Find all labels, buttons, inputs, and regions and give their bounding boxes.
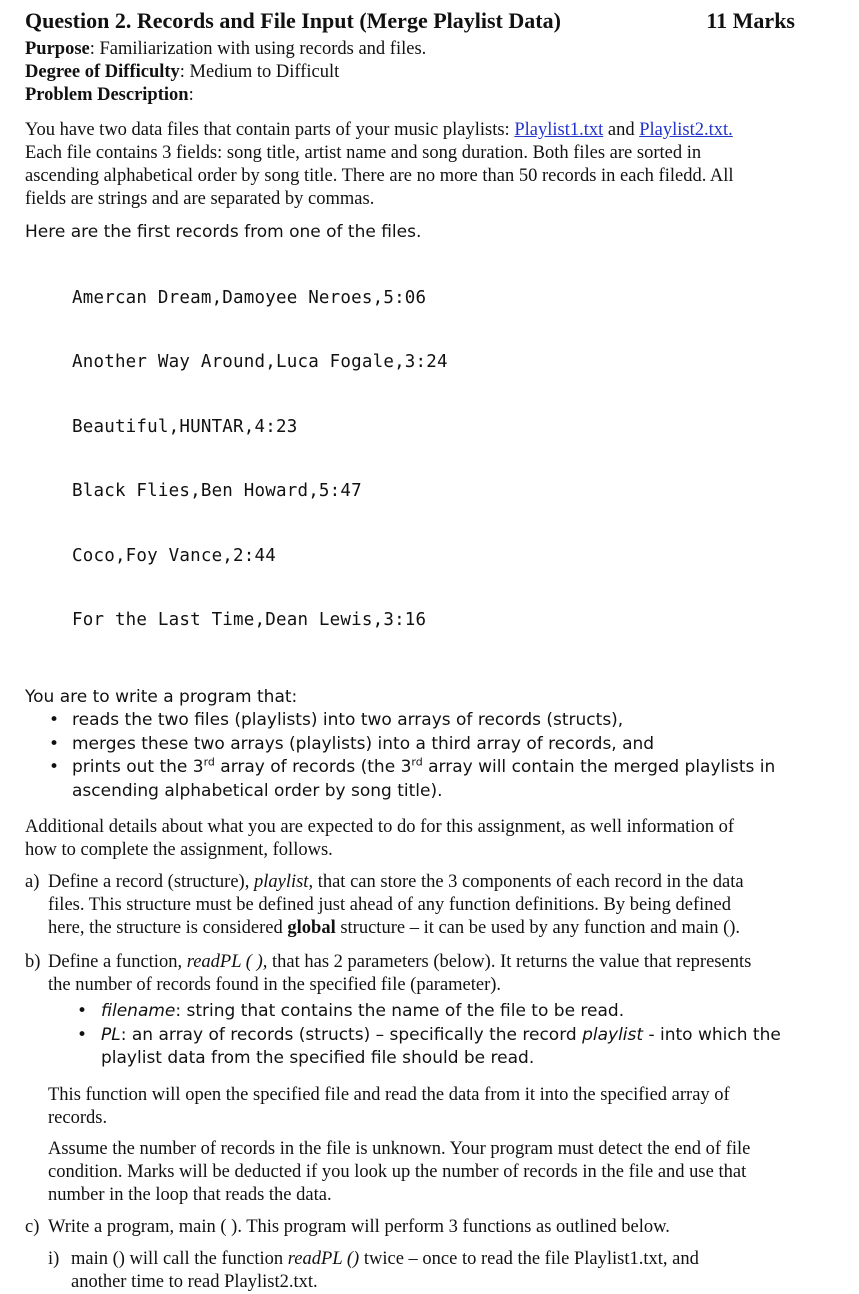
paragraph-line: number in the loop that reads the data. <box>48 1184 332 1205</box>
param-text: : an array of records (structs) – specifically the record <box>120 1024 583 1045</box>
subitem-label: i) <box>48 1248 60 1269</box>
question-header <box>25 8 825 38</box>
paragraph-line: This function will open the specified file and read the data from it into the specified array of <box>48 1084 730 1105</box>
item-c-line-1: Write a program, main ( ). This program will perform 3 functions as outlined below. <box>48 1216 670 1237</box>
sample-record: Another Way Around,Luca Fogale,3:24 <box>72 352 448 372</box>
item-b <box>25 951 825 997</box>
item-b-text: that has 2 parameters (below). It returns the value that represents <box>267 952 752 972</box>
details-line-1: Additional details about what you are expected to do for this assignment, as well information of <box>25 817 734 837</box>
document-page <box>25 8 825 1294</box>
sample-record: Black Flies,Ben Howard,5:47 <box>72 481 362 501</box>
list-item <box>25 756 825 803</box>
problem-colon: : <box>188 85 194 105</box>
task-bullet-text: array of records (the 3 <box>214 757 412 777</box>
problem-label: Problem Description <box>25 85 189 105</box>
item-a-text: structure – it can be used by any function and main (). <box>335 918 741 938</box>
bullet-icon: • <box>77 1001 88 1021</box>
item-a-text: Define a record (structure), <box>48 872 254 892</box>
subitem-body <box>71 1248 699 1294</box>
item-a-label: a) <box>25 872 40 892</box>
subitem-emphasis: readPL () <box>287 1248 360 1269</box>
param-text: - into which the <box>643 1024 781 1045</box>
item-a-head <box>25 871 825 940</box>
superscript: rd <box>411 755 423 769</box>
item-b-body <box>48 951 751 997</box>
intro-line-1 <box>25 119 825 142</box>
sample-record: Coco,Foy Vance,2:44 <box>72 545 276 566</box>
task-heading: You are to write a program that: <box>25 686 298 707</box>
param-text: : string that contains the name of the file to be read. <box>175 1001 625 1021</box>
playlist1-link[interactable]: Playlist1.txt <box>514 120 604 140</box>
sample-record: For the Last Time,Dean Lewis,3:16 <box>72 610 427 630</box>
subitem-head <box>48 1248 825 1294</box>
paragraph-line: records. <box>48 1107 108 1128</box>
bullet-icon: • <box>49 757 60 777</box>
item-b-text: Define a function, <box>48 952 187 972</box>
item-a-emphasis: playlist <box>253 872 309 892</box>
difficulty-line <box>25 61 825 84</box>
subitem-text: main () will call the function <box>71 1248 288 1269</box>
bullet-icon: • <box>49 710 60 730</box>
sample-record: Amercan Dream,Damoyee Neroes,5:06 <box>72 287 427 308</box>
task-bullet-text: ascending alphabetical order by song title). <box>72 780 443 801</box>
purpose-text: : Familiarization with using records and files. <box>89 39 427 59</box>
item-c-head <box>25 1216 825 1239</box>
task-bullet-text: array will contain the merged playlists in <box>422 757 776 777</box>
task-bullet-text: prints out the 3 <box>72 757 204 777</box>
purpose-line <box>25 38 825 61</box>
item-b-line-2: the number of records found in the specified file (parameter). <box>48 975 502 995</box>
item-a-text: , that can store the 3 components of each record in the data <box>308 872 744 892</box>
paragraph-line: condition. Marks will be deducted if you look up the number of records in the file and use that <box>48 1161 747 1182</box>
task-bullet-text: merges these two arrays (playlists) into a third array of records, and <box>72 733 655 754</box>
item-b-paragraph-1 <box>48 1084 825 1130</box>
item-c <box>25 1216 825 1239</box>
item-a-body <box>48 871 744 940</box>
list-item <box>25 1024 825 1071</box>
intro-text: You have two data files that contain parts of your music playlists: <box>25 120 515 140</box>
item-a-bold: global <box>287 918 336 938</box>
parameter-list <box>25 1000 825 1071</box>
purpose-label: Purpose <box>25 39 90 59</box>
marks-label: 11 Marks <box>706 8 795 33</box>
item-a-text: here, the structure is considered <box>48 918 288 938</box>
sample-heading: Here are the first records from one of the files. <box>25 222 422 242</box>
param-name: filename <box>101 1001 176 1021</box>
difficulty-text: : Medium to Difficult <box>179 62 340 82</box>
question-title: Question 2. Records and File Input (Merge Playlist Data) <box>25 8 561 33</box>
intro-line-3: ascending alphabetical order by song title. There are no more than 50 records in each filedd. All <box>25 166 734 186</box>
param-name: PL <box>101 1024 121 1045</box>
item-c-subitem-i <box>48 1248 825 1294</box>
item-c-label: c) <box>25 1216 40 1237</box>
superscript: rd <box>203 755 215 769</box>
subitem-line-2: another time to read Playlist2.txt. <box>71 1271 318 1292</box>
item-a-line-1 <box>48 871 744 894</box>
problem-description-heading <box>25 84 825 107</box>
intro-line-4: fields are strings and are separated by commas. <box>25 189 375 209</box>
sample-records <box>72 245 825 675</box>
intro-and: and <box>603 120 640 140</box>
sample-record: Beautiful,HUNTAR,4:23 <box>72 416 298 437</box>
bullet-icon: • <box>77 1024 88 1045</box>
param-text: playlist data from the specified file should be read. <box>101 1048 535 1068</box>
intro-paragraph <box>25 119 825 211</box>
item-b-head <box>25 951 825 997</box>
item-a-line-2: files. This structure must be defined just ahead of any function definitions. By being defined <box>48 895 731 915</box>
item-b-label: b) <box>25 952 41 972</box>
item-a <box>25 871 825 940</box>
details-paragraph <box>25 816 825 862</box>
item-b-line-1 <box>48 951 751 974</box>
bullet-icon: • <box>49 733 60 754</box>
item-b-paragraph-2 <box>48 1138 825 1207</box>
list-item <box>25 709 825 733</box>
subitem-line-1 <box>71 1248 699 1271</box>
item-b-emphasis: readPL ( ), <box>186 952 268 972</box>
subitem-text: twice – once to read the file Playlist1.txt, and <box>359 1248 699 1269</box>
details-line-2: how to complete the assignment, follows. <box>25 840 333 860</box>
list-item <box>25 1000 825 1024</box>
intro-line-2: Each file contains 3 fields: song title, artist name and song duration. Both files are sorted in <box>25 143 702 163</box>
task-list <box>25 709 825 803</box>
playlist2-link[interactable]: Playlist2.txt. <box>639 120 733 140</box>
paragraph-line: Assume the number of records in the file is unknown. Your program must detect the end of file <box>48 1138 751 1159</box>
list-item <box>25 733 825 757</box>
difficulty-label: Degree of Difficulty <box>25 62 180 82</box>
item-a-line-3 <box>48 917 744 940</box>
task-bullet-text: reads the two files (playlists) into two arrays of records (structs), <box>72 710 624 730</box>
param-emphasis: playlist <box>582 1024 644 1045</box>
